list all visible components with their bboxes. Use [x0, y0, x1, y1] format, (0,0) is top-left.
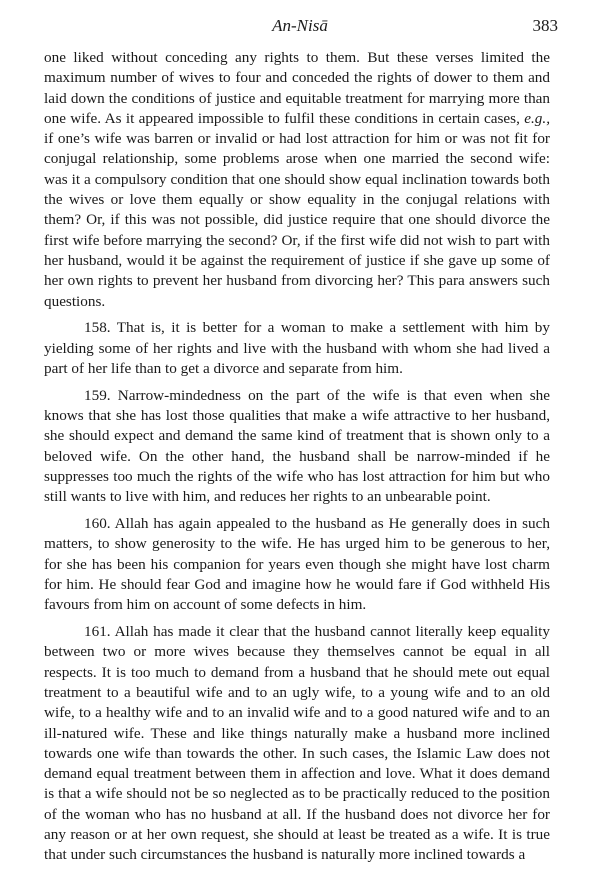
chapter-title: An-Nisā	[272, 16, 328, 35]
running-head	[0, 16, 600, 40]
note-159	[44, 386, 550, 508]
note-text: Narrow-mindedness on the part of the wife is that even when she knows that she has lost those qualities that make a wife attractive to her husband, she should expect and demand the same kind of treatment that is shown only to a beloved wife. On the other hand, the husband shall be narrow-minded if he suppresses too much the rights of the wife who has lost attraction for him but who still wants to live with him, and reduces her rights to an unbearable point.	[44, 386, 550, 506]
body-text	[44, 48, 550, 872]
note-number: 160.	[84, 515, 111, 533]
note-text: Allah has made it clear that the husband cannot literally keep equality between two or more wives because they themselves cannot be equal in all respects. It is too much to demand from a husband that he should mete out equal treatment to a beautiful wife and to an ugly wife, to a young wife and to an old wife, to a healthy wife and to an invalid wife and to a good natured wife and to an ill-natured wife. These and like things naturally make a husband more inclined towards one wife than towards the other. In such cases, the Islamic Law does not demand equal treatment between them in affection and love. What it does demand is that a wife should not be so neglected as to be practically reduced to the position of the woman who has no husband at all. If the husband does not divorce her for any reason or at her own request, she should at least be treated as a wife. It is true that under such circumstances the husband is naturally more inclined towards a	[44, 623, 550, 864]
note-number: 161.	[84, 623, 111, 641]
note-text: Allah has again appealed to the husband as He generally does in such matters, to show generosity to the wife. He has urged him to be generous to her, for she has been his companion for years even though she might have lost charm for him. He should fear God and imagine how he would fare if God withheld His favours from him on account of some defects in him.	[44, 515, 550, 614]
note-160	[44, 514, 550, 615]
note-158	[44, 318, 550, 379]
note-number: 158.	[84, 319, 111, 337]
note-number: 159.	[84, 386, 111, 404]
paragraph-text: if one’s wife was barren or invalid or had lost attraction for him or was not fit for conjugal relationship, some problems arose when one married the second wife: was it a compulsory condition that one should show equal inclination towards both the wives or love them equally or show equality in the conjugal relations with them? Or, if this was not possible, did justice require that one should divorce the first wife before marrying the second? Or, if the first wife did not wish to part with her husband, would it be against the requirement of justice if she gave up some of her own rights to prevent her husband from divorcing her? This para answers such questions.	[44, 130, 550, 310]
note-text: That is, it is better for a woman to make a settlement with him by yielding some of her rights and live with the husband with whom she had lived a part of her life than to get a divorce and separate from him.	[44, 319, 550, 377]
page-number: 383	[532, 16, 558, 35]
paragraph-continued	[44, 48, 550, 312]
note-161	[44, 622, 550, 866]
abbreviation-eg: e.g.,	[524, 109, 550, 127]
paragraph-text: one liked without conceding any rights to them. But these verses limited the maximum number of wives to four and conceded the rights of dower to them and laid down the conditions of justice and equitable treatment for marrying more than one wife. As it appeared impossible to fulfil these conditions in certain cases,	[44, 49, 550, 127]
